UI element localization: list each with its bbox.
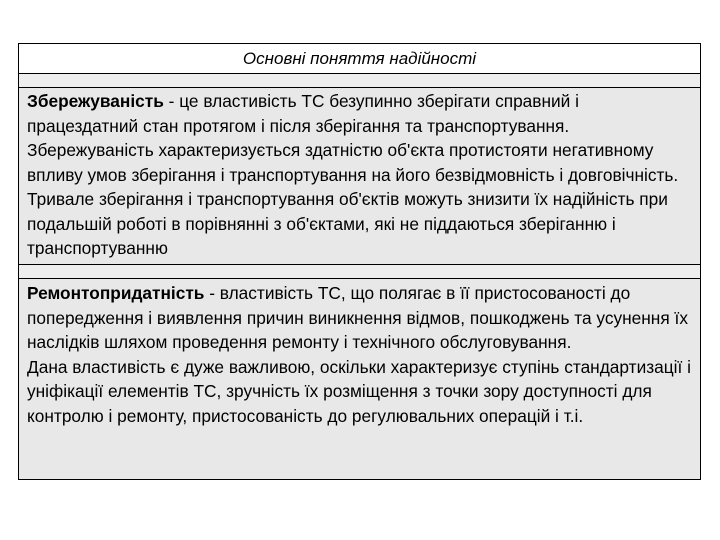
separator-band [19,265,700,279]
definition-text: - це властивість ТС безупинно зберігати справний і працездатний стан протягом і після зберігання та транспортування. Збережуваність характеризується здатністю об'єкта протистояти негативному впливу умов зберігання і транспортування на його безвідмовність і довговічність. Тривале зберігання і транспортування об'єктів можуть знизити їх надійність при подальшій роботі в порівнянні з об'єктами, які не піддаються зберіганню і транспортуванню [27,91,679,258]
term-label: Збережуваність [27,91,164,111]
term-label: Ремонтопридатність [27,283,205,303]
separator-band [19,74,700,88]
definition-block-maintainability [19,279,700,479]
definition-paragraph [27,281,694,355]
definition-block-preservability [19,88,700,265]
content-table [18,43,701,480]
definition-paragraph [27,89,694,261]
definition-text: - властивість ТС, що полягає в її пристосованості до попередження і виявлення причин виникнення відмов, пошкоджень та усунення їх наслідків шляхом проведення ремонту і технічного обслуговування. [27,283,688,352]
title-text: Основні поняття надійності [242,49,477,68]
extra-paragraph: Дана властивість є дуже важливою, оскільки характеризує ступінь стандартизації і уніфікації елементів ТС, зручність їх розміщення з точки зору доступності для контролю і ремонту, пристосованість до регулювальних операцій і т.і. [27,356,691,426]
table-title [19,44,700,74]
